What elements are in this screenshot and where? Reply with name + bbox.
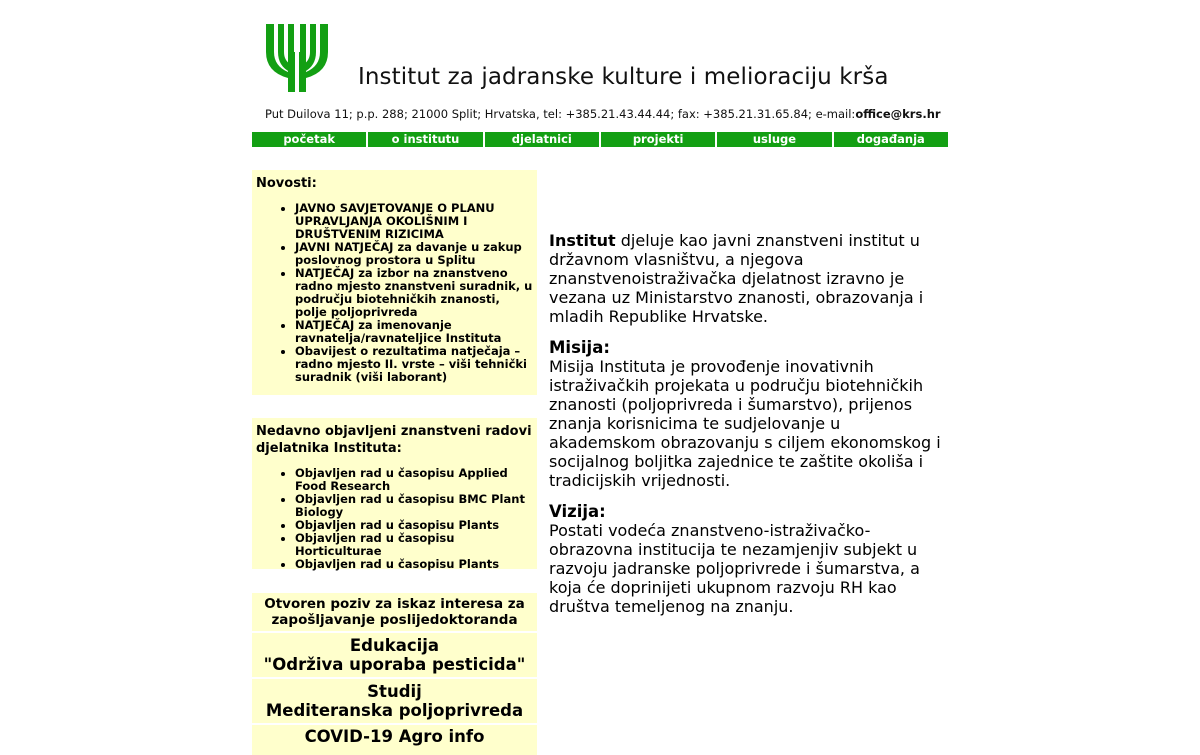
education-link[interactable] xyxy=(252,633,537,677)
main-content xyxy=(549,231,949,616)
site-title: Institut za jadranske kulture i melioraciju krša xyxy=(358,64,889,90)
intro-lead: Institut xyxy=(549,231,616,250)
news-item[interactable]: • JAVNO SAVJETOVANJE O PLANU UPRAVLJANJA OKOLIŠNIM I DRUŠTVENIM RIZICIMA xyxy=(295,202,533,241)
vision-heading: Vizija: xyxy=(549,502,606,521)
nav-item-o-institutu[interactable]: o institutu xyxy=(368,132,482,147)
news-item[interactable]: • Obavijest o rezultatima natječaja – radno mjesto II. vrste – viši tehnički suradnik (viši laborant) xyxy=(295,345,533,384)
nav-item-projekti[interactable]: projekti xyxy=(601,132,715,147)
covid-info-link[interactable]: COVID-19 Agro info xyxy=(252,725,537,755)
paper-item[interactable]: • Objavljen rad u časopisu BMC Plant Biology xyxy=(295,493,533,519)
study-link[interactable] xyxy=(252,679,537,723)
nav-item-usluge[interactable]: usluge xyxy=(717,132,831,147)
postdoc-call-link[interactable]: Otvoren poziv za iskaz interesa za zapošljavanje poslijedoktoranda xyxy=(252,593,537,631)
news-box xyxy=(252,170,537,395)
news-item[interactable]: • JAVNI NATJEČAJ za davanje u zakup poslovnog prostora u Splitu xyxy=(295,241,533,267)
nav-item-djelatnici[interactable]: djelatnici xyxy=(485,132,599,147)
main-nav xyxy=(252,132,948,147)
education-line2: "Održiva uporaba pesticida" xyxy=(263,655,526,674)
study-line2: Mediteranska poljoprivreda xyxy=(265,701,524,720)
paper-item[interactable]: • Objavljen rad u časopisu Plants xyxy=(295,558,533,571)
email-link[interactable]: office@krs.hr xyxy=(855,107,941,121)
nav-item-dogadanja[interactable]: događanja xyxy=(834,132,948,147)
education-line1: Edukacija xyxy=(349,636,440,655)
paper-item[interactable]: • Objavljen rad u časopisu Plants xyxy=(295,519,533,532)
news-list xyxy=(256,202,533,384)
study-line1: Studij xyxy=(367,682,422,701)
papers-list xyxy=(256,467,533,571)
contact-text: Put Duilova 11; p.p. 288; 21000 Split; Hrvatska, tel: +385.21.43.44.44; fax: +385.21.31.65.84; e-mail: xyxy=(265,107,856,121)
paper-item[interactable]: • Objavljen rad u časopisu Horticulturae xyxy=(295,532,533,558)
papers-box xyxy=(252,418,537,569)
contact-line xyxy=(265,107,941,121)
intro-text: djeluje kao javni znanstveni institut u državnom vlasništvu, a njegova znanstvenoistraživačka djelatnost izravno je vezana uz Ministarstvo znanosti, obrazovanja i mladih Republike Hrvatske. xyxy=(549,231,924,326)
news-item[interactable]: • NATJEČAJ za izbor na znanstveno radno mjesto znanstveni suradnik, u području biotehničkih znanosti, polje poljoprivreda xyxy=(295,267,533,319)
mission-heading: Misija: xyxy=(549,338,610,357)
news-title: Novosti: xyxy=(256,176,317,191)
nav-item-pocetak[interactable]: početak xyxy=(252,132,366,147)
mission-text: Misija Instituta je provođenje inovativnih istraživačkih projekata u području biotehničkih znanosti (poljoprivreda i šumarstvo), prijenos znanja korisnicima te sudjelovanje u akademskom obrazovanju s ciljem ekonomskog i socijalnog boljitka zajednice te zaštite okoliša i tradicijskih vrijednosti. xyxy=(549,357,941,490)
papers-title: Nedavno objavljeni znanstveni radovi djelatnika Instituta: xyxy=(256,424,532,456)
institute-logo-icon[interactable] xyxy=(264,22,330,92)
news-item[interactable]: • NATJEČAJ za imenovanje ravnatelja/ravnateljice Instituta xyxy=(295,319,533,345)
vision-text: Postati vodeća znanstveno-istraživačko-obrazovna institucija te nezamjenjiv subjekt u razvoju jadranske poljoprivrede i šumarstva, a koja će doprinijeti ukupnom razvoju RH kao društva temeljenog na znanju. xyxy=(549,521,920,616)
paper-item[interactable]: • Objavljen rad u časopisu Applied Food Research xyxy=(295,467,533,493)
intro-paragraph xyxy=(549,231,949,326)
